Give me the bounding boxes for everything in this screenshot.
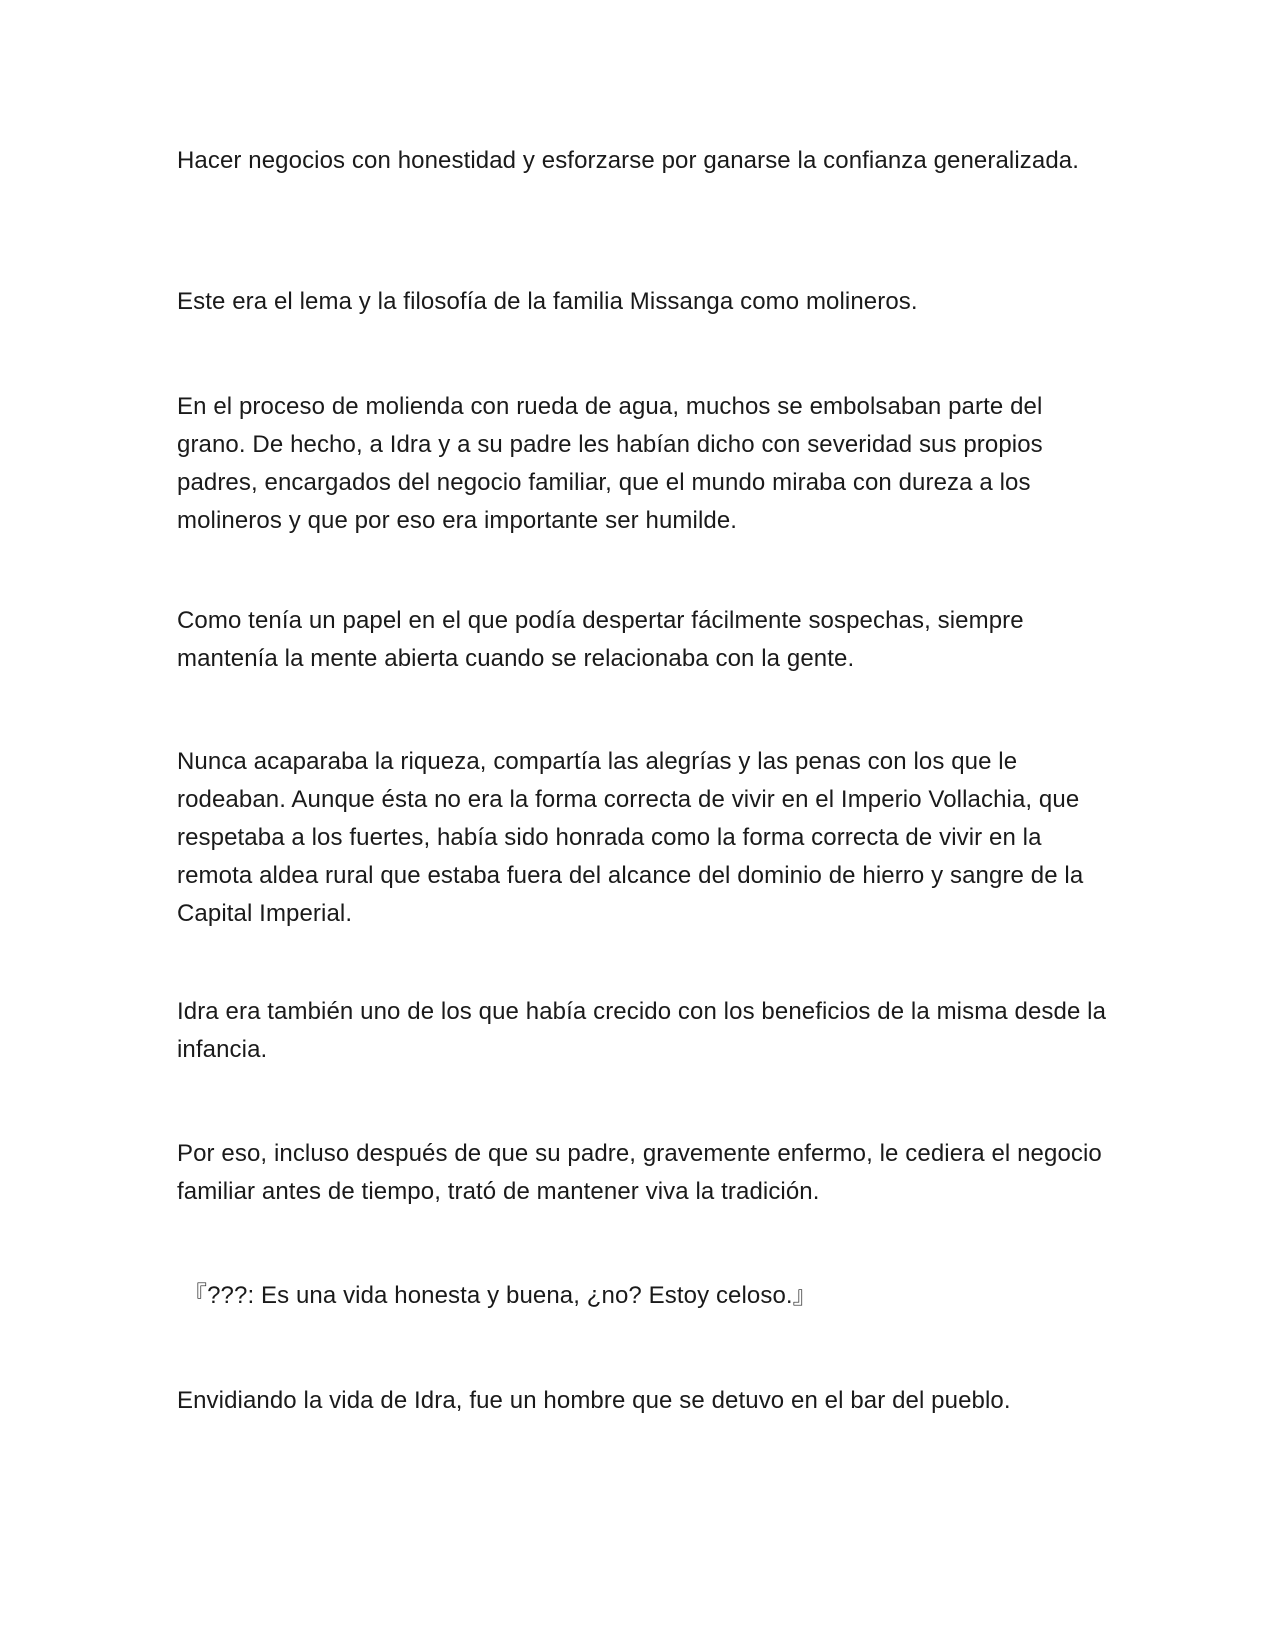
paragraph-2: Este era el lema y la filosofía de la familia Missanga como molineros. (177, 288, 918, 315)
paragraph-7: Por eso, incluso después de que su padre, gravemente enfermo, le cediera el negocio familiar antes de tiempo, trató de mantener viva la tradición. (177, 1140, 1102, 1205)
paragraph-8: Envidiando la vida de Idra, fue un hombre que se detuvo en el bar del pueblo. (177, 1387, 1011, 1414)
dialogue-line: 『???: Es una vida honesta y buena, ¿no? Estoy celoso.』 (183, 1282, 817, 1309)
paragraph-3: En el proceso de molienda con rueda de agua, muchos se embolsaban parte del grano. De hecho, a Idra y a su padre les habían dicho con severidad sus propios padres, encargados del negocio familiar, que el mundo miraba con dureza a los molineros y que por eso era importante ser humilde. (177, 393, 1043, 534)
paragraph-5: Nunca acaparaba la riqueza, compartía las alegrías y las penas con los que le rodeaban. Aunque ésta no era la forma correcta de vivir en el Imperio Vollachia, que respetaba a los fuertes, había sido honrada como la forma correcta de vivir en la remota aldea rural que estaba fuera del alcance del dominio de hierro y sangre de la Capital Imperial. (177, 748, 1084, 927)
paragraph-6: Idra era también uno de los que había crecido con los beneficios de la misma desde la infancia. (177, 998, 1107, 1063)
paragraph-4: Como tenía un papel en el que podía despertar fácilmente sospechas, siempre mantenía la mente abierta cuando se relacionaba con la gente. (177, 607, 1024, 672)
paragraph-1: Hacer negocios con honestidad y esforzarse por ganarse la confianza generalizada. (177, 147, 1079, 174)
